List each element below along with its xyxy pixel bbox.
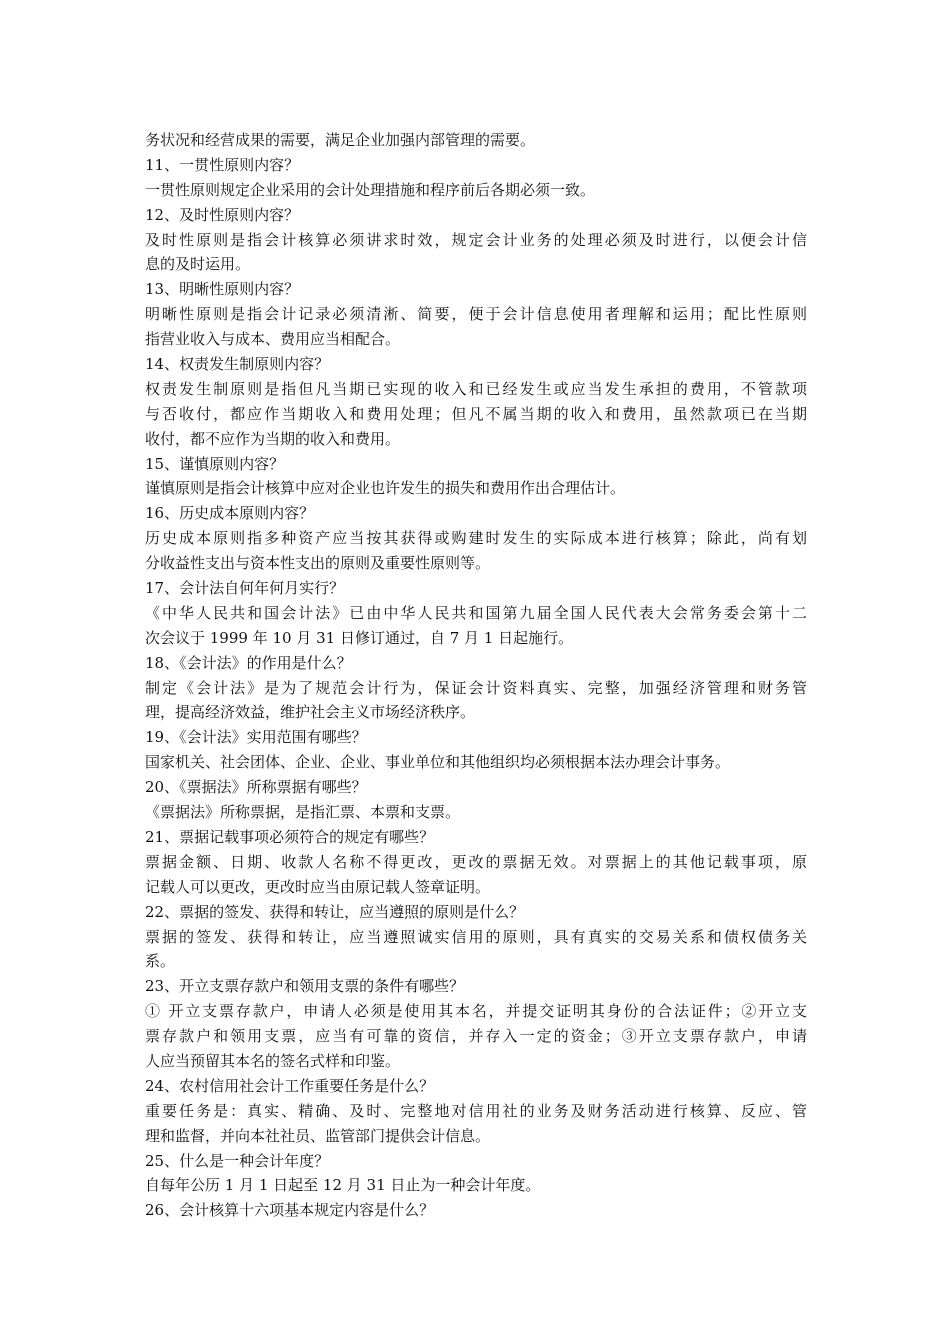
answer-line: ① 开立支票存款户，申请人必须是使用其本名，并提交证明其身份的合法证件；②开立支 — [145, 1002, 807, 1021]
answer-line: 重要任务是：真实、精确、及时、完整地对信用社的业务及财务活动进行核算、反应、管 — [145, 1101, 807, 1120]
question-line: 14、权责发生制原则内容？ — [145, 355, 330, 374]
question-line: 18、《会计法》的作用是什么？ — [145, 653, 352, 672]
answer-line: 一贯性原则规定企业采用的会计处理措施和程序前后各期必须一致。 — [145, 180, 596, 199]
document-body — [145, 128, 807, 1223]
answer-line: 历史成本原则指多种资产应当按其获得或购建时发生的实际成本进行核算；除此，尚有划 — [145, 529, 807, 548]
answer-line: 分收益性支出与资本性支出的原则及重要性原则等。 — [145, 554, 491, 573]
question-line: 19、《会计法》实用范围有哪些？ — [145, 728, 367, 747]
question-line: 23、开立支票存款户和领用支票的条件有哪些？ — [145, 977, 465, 996]
answer-line: 次会议于 1999 年 10 月 31 日修订通过，自 7 月 1 日起施行。 — [145, 628, 574, 647]
answer-line: 理和监督，并向本社社员、监管部门提供会计信息。 — [145, 1126, 491, 1145]
question-line: 16、历史成本原则内容？ — [145, 504, 315, 523]
answer-line: 记载人可以更改，更改时应当由原记载人签章证明。 — [145, 877, 491, 896]
answer-line: 谨慎原则是指会计核算中应对企业也许发生的损失和费用作出合理估计。 — [145, 479, 626, 498]
answer-line: 系。 — [145, 952, 176, 971]
question-line: 12、及时性原则内容？ — [145, 205, 300, 224]
answer-line: 务状况和经营成果的需要，满足企业加强内部管理的需要。 — [145, 131, 536, 149]
answer-line: 与否收付，都应作当期收入和费用处理；但凡不属当期的收入和费用，虽然款项已在当期 — [145, 404, 807, 423]
answer-line: 收付，都不应作为当期的收入和费用。 — [145, 429, 401, 448]
answer-line: 国家机关、社会团体、企业、企业、事业单位和其他组织均必须根据本法办理会计事务。 — [145, 753, 731, 772]
answer-line: 息的及时运用。 — [145, 255, 251, 274]
answer-line: 票存款户和领用支票，应当有可靠的资信，并存入一定的资金；③开立支票存款户，申请 — [145, 1027, 807, 1046]
question-line: 11、一贯性原则内容？ — [145, 155, 300, 174]
question-line: 26、会计核算十六项基本规定内容是什么？ — [145, 1201, 435, 1220]
question-line: 13、明晰性原则内容？ — [145, 280, 300, 299]
answer-line: 票据金额、日期、收款人名称不得更改，更改的票据无效。对票据上的其他记载事项，原 — [145, 852, 807, 871]
answer-line: 及时性原则是指会计核算必须讲求时效，规定会计业务的处理必须及时进行，以便会计信 — [145, 230, 807, 249]
answer-line: 指营业收入与成本、费用应当相配合。 — [145, 330, 401, 349]
question-line: 15、谨慎原则内容？ — [145, 454, 285, 473]
question-line: 17、会计法自何年何月实行？ — [145, 579, 345, 598]
question-line: 24、农村信用社会计工作重要任务是什么？ — [145, 1076, 435, 1095]
answer-line: 《中华人民共和国会计法》已由中华人民共和国第九届全国人民代表大会常务委会第十二 — [145, 603, 807, 622]
question-line: 21、票据记载事项必须符合的规定有哪些？ — [145, 827, 435, 846]
answer-line: 票据的签发、获得和转让，应当遵照诚实信用的原则，具有真实的交易关系和债权债务关 — [145, 927, 807, 946]
answer-line: 明晰性原则是指会计记录必须清淅、简要，便于会计信息使用者理解和运用；配比性原则 — [145, 305, 807, 324]
question-line: 22、票据的签发、获得和转让，应当遵照的原则是什么？ — [145, 902, 525, 921]
answer-line: 制定《会计法》是为了规范会计行为，保证会计资料真实、完整，加强经济管理和财务管 — [145, 678, 807, 697]
question-line: 20、《票据法》所称票据有哪些？ — [145, 778, 367, 797]
answer-line: 权责发生制原则是指但凡当期已实现的收入和已经发生或应当发生承担的费用，不管款项 — [145, 379, 807, 398]
answer-line: 《票据法》所称票据，是指汇票、本票和支票。 — [145, 803, 461, 822]
question-line: 25、什么是一种会计年度？ — [145, 1151, 330, 1170]
answer-line: 人应当预留其本名的签名式样和印鉴。 — [145, 1051, 401, 1070]
answer-line: 理，提高经济效益，维护社会主义市场经济秩序。 — [145, 703, 476, 722]
answer-line: 自每年公历 1 月 1 日起至 12 月 31 日止为一种会计年度。 — [145, 1176, 541, 1195]
